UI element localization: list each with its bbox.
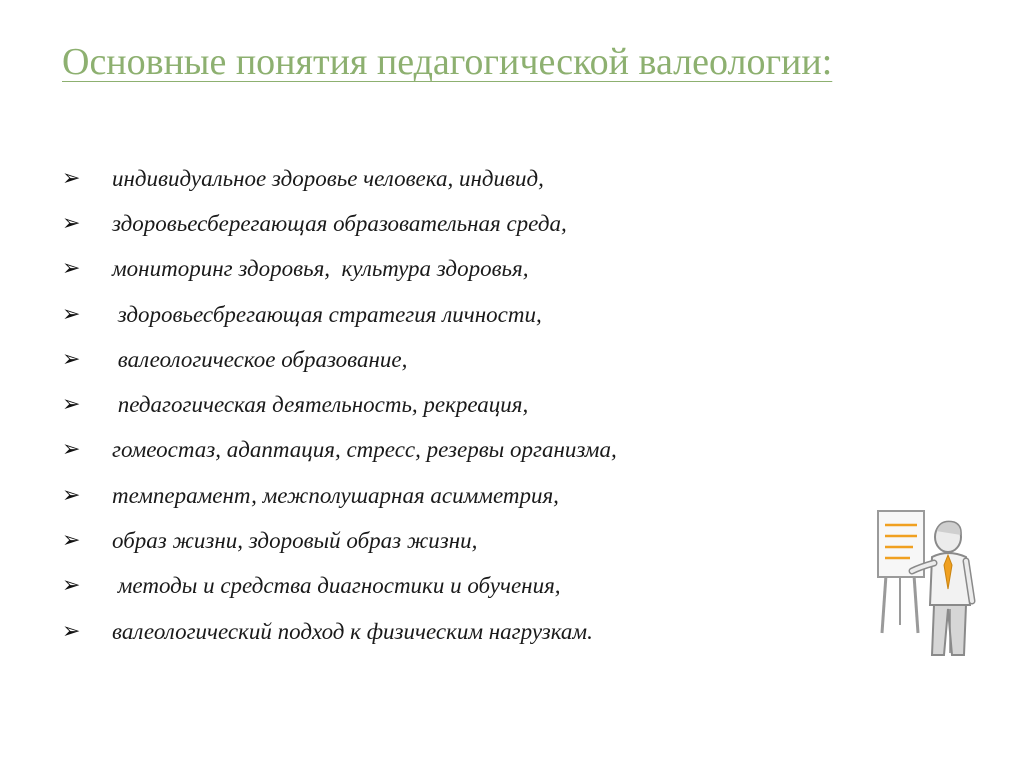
arrowhead-bullet-icon: ➢ xyxy=(62,528,81,554)
list-item xyxy=(62,292,617,337)
list-item xyxy=(62,473,617,518)
arrowhead-bullet-icon: ➢ xyxy=(62,210,81,236)
list-item-text: здоровьесберегающая образовательная среда, xyxy=(112,210,567,236)
list-item-text: здоровьесбрегающая стратегия личности, xyxy=(112,301,542,327)
presenter-with-board-icon xyxy=(870,505,980,665)
list-item-text: валеологическое образование, xyxy=(112,346,408,372)
list-item-text: валеологический подход к физическим нагрузкам. xyxy=(112,618,593,644)
list-item-text: темперамент, межполушарная асимметрия, xyxy=(112,482,559,508)
concept-list xyxy=(62,156,617,654)
list-item xyxy=(62,428,617,473)
arrowhead-bullet-icon: ➢ xyxy=(62,256,81,282)
list-item-text: образ жизни, здоровый образ жизни, xyxy=(112,528,478,554)
list-item xyxy=(62,201,617,246)
list-item xyxy=(62,382,617,427)
arrowhead-bullet-icon: ➢ xyxy=(62,301,81,327)
arrowhead-bullet-icon: ➢ xyxy=(62,573,81,599)
arrowhead-bullet-icon: ➢ xyxy=(62,346,81,372)
list-item xyxy=(62,564,617,609)
list-item xyxy=(62,156,617,201)
list-item xyxy=(62,518,617,563)
list-item-text: индивидуальное здоровье человека, индивид, xyxy=(112,165,544,191)
page-title: Основные понятия педагогической валеологии: xyxy=(62,41,833,83)
list-item-text: мониторинг здоровья, культура здоровья, xyxy=(112,256,529,282)
list-item xyxy=(62,337,617,382)
arrowhead-bullet-icon: ➢ xyxy=(62,165,81,191)
list-item xyxy=(62,247,617,292)
list-item-text: педагогическая деятельность, рекреация, xyxy=(112,392,529,418)
arrowhead-bullet-icon: ➢ xyxy=(62,437,81,463)
list-item-text: гомеостаз, адаптация, стресс, резервы организма, xyxy=(112,437,617,463)
arrowhead-bullet-icon: ➢ xyxy=(62,482,81,508)
list-item xyxy=(62,609,617,654)
arrowhead-bullet-icon: ➢ xyxy=(62,392,81,418)
arrowhead-bullet-icon: ➢ xyxy=(62,618,81,644)
list-item-text: методы и средства диагностики и обучения, xyxy=(112,573,561,599)
